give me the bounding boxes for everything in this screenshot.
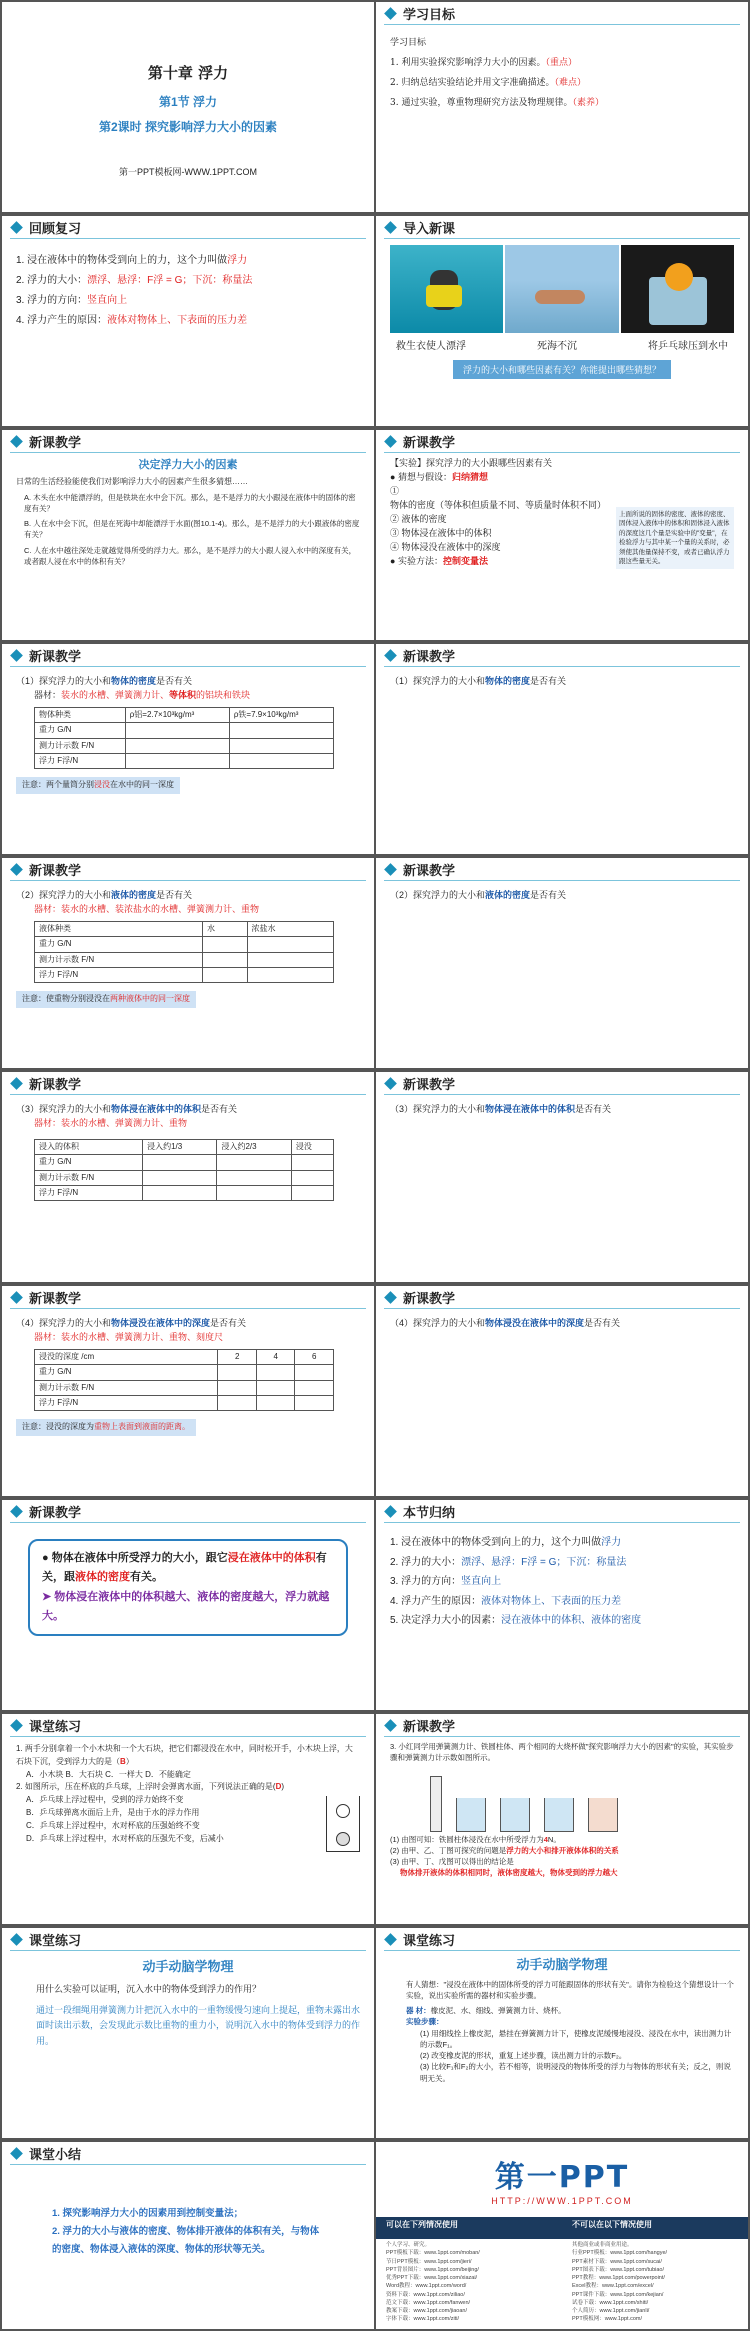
diamond-icon: [10, 221, 23, 234]
answer-2: (2) 由甲、乙、丁图可探究的问题是浮力的大小和排开液体体积的关系: [390, 1845, 619, 1855]
experiment-figure: [430, 1766, 734, 1832]
diamond-icon: [384, 435, 397, 448]
factor-item: ② 液体的密度: [390, 513, 447, 524]
slide-header: 新课教学: [2, 1500, 374, 1522]
conclusion-box: [28, 1539, 348, 1636]
slide-goals: [376, 2, 748, 212]
handson-title: 动手动脑学物理: [142, 1959, 234, 1974]
note-box: 注意：浸没的深度为重物上表面到液面的距离。: [16, 1419, 196, 1435]
answer-1: (1) 由图可知：铁圆柱体浸没在水中所受浮力为4N。: [390, 1834, 561, 1844]
exercise-q2: 2. 如图所示，压在杯底的乒乓球，上浮时会弹离水面，下列说法正确的是(D): [16, 1782, 285, 1792]
review-item: 2. 浮力的大小：漂浮、悬浮：F浮 = G；下沉：称量法: [16, 275, 253, 286]
link-item[interactable]: 优秀PPT下载：www.1ppt.com/xiazai/: [386, 2275, 478, 2281]
link-item[interactable]: PPT模板下载：www.1ppt.com/moban/: [386, 2250, 480, 2257]
slide-class-summary: [2, 2142, 374, 2329]
question-line: （2）探究浮力的大小和液体的密度是否有关: [390, 890, 567, 900]
slide-exercise-1: [2, 1714, 374, 1924]
data-table: 浸入的体积 浸入约1/3 浸入约2/3 浸没 重力 G/N 测力计示数 F/N 浮力 F浮/N: [34, 1139, 334, 1202]
diamond-icon: [384, 863, 397, 876]
diamond-icon: [10, 863, 23, 876]
link-item[interactable]: Word教程：www.1ppt.com/word/: [386, 2283, 467, 2290]
slide-volume-blank: [376, 1072, 748, 1282]
caption: 将乒乓球压到水中: [648, 341, 728, 352]
question-c: C. 人在水中越往深处走就越觉得所受的浮力大。那么，是不是浮力的大小跟人浸入水中的深度有关，或者跟人浸在水中的体积有关？: [24, 545, 357, 566]
slide-header: 本节归纳: [376, 1500, 748, 1522]
link-item[interactable]: 试卷下载：www.1ppt.com/shiti/: [572, 2299, 649, 2306]
conclusion-1: ● 物体在液体中所受浮力的大小，跟它浸在液体中的体积有关，跟液体的密度有关。: [42, 1552, 327, 1584]
allowed-sub: 个人学习、研究。: [386, 2242, 431, 2248]
slide-header: 课堂练习: [2, 1928, 374, 1950]
exercise-q2-option: C．乒乓球上浮过程中，水对杯底的压强始终不变: [26, 1820, 200, 1830]
summary-item: 3. 浮力的方向：竖直向上: [390, 1576, 502, 1587]
handson-answer: 通过一段细绳用弹簧测力计把沉入水中的一重物缓慢匀速向上提起，重物未露出水面时读出示数，会发现此示数比重物的重力小，说明沉入水中的物体受到浮力的作用。: [36, 2005, 361, 2046]
slide-depth: [2, 1286, 374, 1496]
slide-factors: [2, 430, 374, 640]
slide-density-liquid: [2, 858, 374, 1068]
caption: 死海不沉: [537, 341, 577, 352]
diamond-icon: [384, 1291, 397, 1304]
handson-intro: 有人猜想："浸没在液体中的固体所受的浮力可能跟固体的形状有关"。请你为检验这个猜想设计一个实验，说出实验所需的器材和实验步骤。: [406, 1979, 734, 2000]
diamond-icon: [384, 1933, 397, 1946]
class-summary-1: 1. 探究影响浮力大小的因素用到控制变量法；: [52, 2208, 244, 2219]
review-item: 4. 浮力产生的原因：液体对物体上、下表面的压力差: [16, 315, 248, 326]
section-heading: 决定浮力大小的因素: [138, 459, 238, 471]
factor-item: ③ 物体浸在液体中的体积: [390, 527, 492, 538]
side-note: 上面所说的固体的密度、液体的密度、固体浸入液体中的体积和固体浸入液体的深度这几个量是实验中的"变量"，在检验浮力与其中某一个量的关系时，必须使其他量保持不变，或者已确认浮力跟这些量无关。: [616, 507, 734, 570]
link-item[interactable]: PPT模板网：www.1ppt.com/: [572, 2316, 642, 2323]
method-line: ● 实验方法：控制变量法: [390, 555, 488, 566]
diamond-icon: [384, 1077, 397, 1090]
slide-header: 学习目标: [376, 2, 748, 24]
question-a: A. 木头在水中能漂浮的，但是铁块在水中会下沉。那么，是不是浮力的大小跟浸在液体中的固体的密度有关？: [24, 492, 356, 513]
diamond-icon: [384, 221, 397, 234]
forbidden-sub: 其他商业或非商业用途。: [572, 2242, 633, 2248]
diamond-icon: [10, 1933, 23, 1946]
slide-header: 导入新课: [376, 216, 748, 238]
guess-line: ● 猜想与假设：归纳猜想: [390, 471, 488, 482]
link-item[interactable]: 字体下载：www.1ppt.com/ziti/: [386, 2316, 460, 2323]
slide-header: 新课教学: [2, 1286, 374, 1308]
diamond-icon: [384, 7, 397, 20]
lesson-title: 第2课时 探究影响浮力大小的因素: [98, 120, 277, 134]
data-table: 物体种类 ρ铝=2.7×10³kg/m³ ρ铁=7.9×10³kg/m³ 重力 G/N 测力计示数 F/N 浮力 F浮/N: [34, 707, 334, 770]
exercise-q1: 1. 两手分别拿着一个小木块和一个大石块，把它们都浸没在水中，同时松开手，小木块上浮，大石块下沉，受到浮力大的是（B）: [16, 1744, 353, 1766]
ppt-logo: 第一PPT: [494, 2160, 630, 2195]
link-item[interactable]: 个人简历：www.1ppt.com/jianli/: [572, 2308, 650, 2314]
section-title: 第1节 浮力: [158, 95, 217, 109]
equipment-line: 器材：装水的水槽、装浓盐水的水槽、弹簧测力计、重物: [34, 903, 260, 914]
slide-header: 课堂练习: [2, 1714, 374, 1736]
step-item: (2) 改变橡皮泥的形状，重复上述步骤，读出测力计的示数F₂。: [420, 2051, 627, 2060]
diamond-icon: [10, 1077, 23, 1090]
goal-item: 1. 利用实验探究影响浮力大小的因素。（重点）: [390, 57, 577, 68]
question-line: （3）探究浮力的大小和物体浸在液体中的体积是否有关: [16, 1104, 238, 1114]
equipment-line: 器材：装水的水槽、弹簧测力计、重物: [34, 1117, 188, 1128]
link-item[interactable]: PPT教程：www.1ppt.com/powerpoint/: [572, 2275, 665, 2281]
factor-item: ④ 物体浸没在液体中的深度: [390, 541, 501, 552]
diamond-icon: [384, 1719, 397, 1732]
link-item[interactable]: 教案下载：www.1ppt.com/jiaoan/: [386, 2308, 467, 2314]
goal-item: 2. 归纳总结实验结论并用文字准确描述。（难点）: [390, 77, 586, 88]
slide-copyright: [376, 2142, 748, 2329]
summary-item: 4. 浮力产生的原因：液体对物体上、下表面的压力差: [390, 1595, 622, 1607]
diamond-icon: [10, 1719, 23, 1732]
link-item[interactable]: 节日PPT模板：www.1ppt.com/jieri/: [386, 2258, 472, 2265]
intro-text: 日常的生活经验能使我们对影响浮力大小的因素产生很多猜想……: [16, 476, 248, 486]
step-item: (1) 用细线拴上橡皮泥，悬挂在弹簧测力计下，使橡皮泥缓慢地浸没、浸没在水中，读出测力计的示数F₁。: [420, 2028, 732, 2049]
question-line: （4）探究浮力的大小和物体浸没在液体中的深度是否有关: [16, 1318, 247, 1328]
slide-density-object-blank: [376, 644, 748, 854]
link-item[interactable]: 范文下载：www.1ppt.com/fanwen/: [386, 2299, 471, 2306]
slide-conclusion: [2, 1500, 374, 1710]
diamond-icon: [384, 1505, 397, 1518]
slide-header: 回顾复习: [2, 216, 374, 238]
photo-dead-sea: [505, 245, 618, 333]
slide-header: 新课教学: [376, 858, 748, 880]
slide-header: 新课教学: [376, 644, 748, 666]
exercise-q2-option: B．乒乓球弹离水面后上升，是由于水的浮力作用: [26, 1807, 200, 1817]
slide-header: 新课教学: [376, 1714, 748, 1736]
diamond-icon: [10, 2147, 23, 2160]
note-box: 注意：两个量筒分别浸没在水中的同一深度: [16, 777, 180, 793]
handson-title: 动手动脑学物理: [516, 1957, 608, 1972]
slide-handson-1: [2, 1928, 374, 2138]
slide-experiment: [376, 430, 748, 640]
slide-volume: [2, 1072, 374, 1282]
exercise-q3: 3. 小红同学用弹簧测力计、铁圆柱体、两个相同的大烧杯做"探究影响浮力大小的因素"的实验，其实验步骤和弹簧测力计示数如图所示。: [390, 1742, 734, 1763]
slide-header: 新课教学: [376, 430, 748, 452]
slide-header: 新课教学: [376, 1286, 748, 1308]
diamond-icon: [10, 1505, 23, 1518]
slide-review: [2, 216, 374, 426]
beaker-figure: [326, 1796, 360, 1852]
review-item: 1. 浸在液体中的物体受到向上的力，这个力叫做浮力: [16, 255, 248, 266]
slide-header: 新课教学: [2, 858, 374, 880]
ppt-url[interactable]: HTTP://WWW.1PPT.COM: [491, 2196, 633, 2206]
class-summary-2: 2. 浮力的大小与液体的密度、物体排开液体的体积有关，与物体的密度、物体浸入液体的深度、物体的形状等无关。: [52, 2226, 320, 2256]
allowed-title: 可以在下列情况使用: [386, 2220, 458, 2229]
slide-header: 课堂练习: [376, 1928, 748, 1950]
link-item[interactable]: PPT背景图片：www.1ppt.com/beijing/: [386, 2266, 479, 2273]
summary-item: 1. 浸在液体中的物体受到向上的力，这个力叫做浮力: [390, 1537, 622, 1548]
link-item[interactable]: 行业PPT模板：www.1ppt.com/hangye/: [572, 2250, 668, 2257]
slide-header: 新课教学: [2, 644, 374, 666]
question-line: （1）探究浮力的大小和物体的密度是否有关: [390, 676, 567, 686]
slide-exercise-2: [376, 1714, 748, 1924]
steps-label: 实验步骤：: [406, 2017, 444, 2027]
data-table: 浸没的深度 /cm 2 4 6 重力 G/N 测力计示数 F/N 浮力 F浮/N: [34, 1349, 334, 1412]
answer-3-text: 物体排开液体的体积相同时，液体密度越大，物体受到的浮力越大: [400, 1868, 618, 1878]
conclusion-2: ➤ 物体浸在液体中的体积越大、液体的密度越大，浮力就越大。: [42, 1590, 330, 1622]
exercise-q2-option: D．乒乓球上浮过程中，水对杯底的压强先不变，后减小: [26, 1833, 224, 1843]
diamond-icon: [384, 649, 397, 662]
slide-density-object: [2, 644, 374, 854]
goals-label: 学习目标: [390, 38, 427, 48]
chapter-title: 第十章 浮力: [147, 64, 229, 82]
diamond-icon: [10, 649, 23, 662]
link-item[interactable]: PPT图表下载：www.1ppt.com/tubiao/: [572, 2266, 665, 2273]
slide-header: 新课教学: [2, 1072, 374, 1094]
photo-ping-pong: [621, 245, 734, 333]
goal-item: 3. 通过实验，尊重物理研究方法及物理规律。（素养）: [390, 97, 604, 108]
link-item[interactable]: 资料下载：www.1ppt.com/ziliao/: [386, 2291, 465, 2298]
equipment-line: 器材：装水的水槽、弹簧测力计、重物、刻度尺: [34, 1331, 224, 1342]
question-line: （2）探究浮力的大小和液体的密度是否有关: [16, 890, 193, 900]
slide-depth-blank: [376, 1286, 748, 1496]
step-item: (3) 比较F₁和F₂的大小，若不相等，说明浸没的物体所受的浮力与物体的形状有关；反之，则说明无关。: [420, 2062, 731, 2083]
equipment-line: 器材：装水的水槽、弹簧测力计、等体积的铝块和铁块: [34, 689, 251, 700]
question-line: （3）探究浮力的大小和物体浸在液体中的体积是否有关: [390, 1104, 612, 1114]
summary-item: 5. 决定浮力大小的因素：浸在液体中的体积、液体的密度: [390, 1615, 642, 1626]
photo-life-jacket: [390, 245, 503, 333]
note-box: 注意：使重物分别浸没在两种液体中的同一深度: [16, 991, 196, 1007]
exercise-q2-option: A．乒乓球上浮过程中，受到的浮力始终不变: [26, 1795, 184, 1805]
site-text: 第一PPT模板网-WWW.1PPT.COM: [119, 167, 257, 177]
slide-density-liquid-blank: [376, 858, 748, 1068]
link-item[interactable]: PPT课件下载：www.1ppt.com/kejian/: [572, 2291, 664, 2298]
experiment-title: 【实验】探究浮力的大小跟哪些因素有关: [390, 458, 553, 468]
slide-summary: [376, 1500, 748, 1710]
summary-item: 2. 浮力的大小：漂浮、悬浮：F浮 = G；下沉：称量法: [390, 1556, 627, 1568]
forbidden-title: 不可以在以下情况使用: [572, 2220, 652, 2229]
exercise-q1-options: A．小木块 B．大石块 C．一样大 D．不能确定: [26, 1769, 191, 1779]
question-b: B. 人在水中会下沉，但是在死海中却能漂浮于水面(图10.1-4)。那么，是不是浮力的大小跟液体的密度有关？: [24, 519, 360, 540]
caption: 救生衣使人漂浮: [396, 341, 466, 352]
slide-handson-2: [376, 1928, 748, 2138]
link-item[interactable]: PPT素材下载：www.1ppt.com/sucai/: [572, 2258, 662, 2265]
question-line: （1）探究浮力的大小和物体的密度是否有关: [16, 676, 193, 686]
equipment-line: 器 材：橡皮泥、水、细线、弹簧测力计、烧杯。: [406, 2006, 566, 2015]
slide-title: [2, 2, 374, 212]
slide-header: 新课教学: [376, 1072, 748, 1094]
review-item: 3. 浮力的方向：竖直向上: [16, 295, 128, 306]
handson-question: 用什么实验可以证明，沉入水中的物体受到浮力的作用？: [36, 1984, 262, 1995]
slide-header: 课堂小结: [2, 2142, 374, 2164]
diamond-icon: [10, 1291, 23, 1304]
data-table: 液体种类 水 浓盐水 重力 G/N 测力计示数 F/N 浮力 F浮/N: [34, 921, 334, 984]
slide-header: 新课教学: [2, 430, 374, 452]
factor-item: ① 物体的密度（等体积但质量不同、等质量时体积不同）: [390, 485, 607, 510]
diamond-icon: [10, 435, 23, 448]
question-banner: 浮力的大小和哪些因素有关？你能提出哪些猜想？: [453, 360, 671, 379]
link-item[interactable]: Excel教程：www.1ppt.com/excel/: [572, 2283, 654, 2290]
slide-intro: [376, 216, 748, 426]
question-line: （4）探究浮力的大小和物体浸没在液体中的深度是否有关: [390, 1318, 621, 1328]
answer-3: (3) 由甲、丁、戊图可以得出的结论是: [390, 1857, 514, 1866]
